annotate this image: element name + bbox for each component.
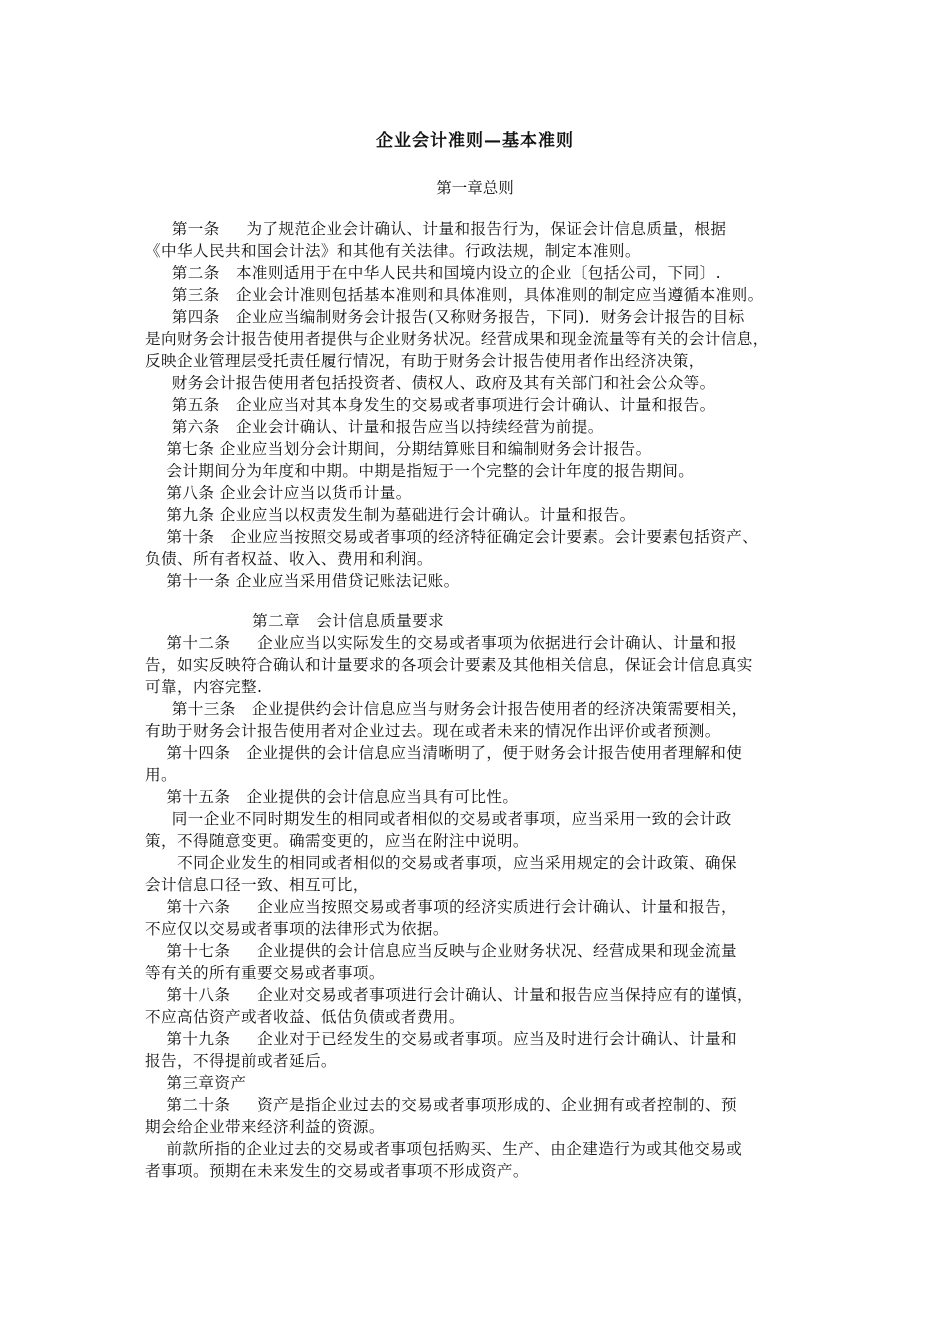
text-line: 第十九条 企业对于已经发生的交易或者事项。应当及时进行会计确认、计量和 — [145, 1030, 737, 1048]
text-line: 第二条 本准则适用于在中华人民共和国境内设立的企业〔包括公司，下同〕. — [145, 264, 722, 282]
text-line: 第十一条 企业应当采用借贷记账法记账。 — [145, 572, 460, 590]
text-line: 第三条 企业会计准则包括基本准则和具体准则，具体准则的制定应当遵循本准则。 — [145, 286, 764, 304]
chapter-heading: 第一章总则 — [436, 179, 514, 197]
text-line: 负债、所有者权益、收入、费用和利润。 — [145, 550, 433, 568]
text-line: 第六条 企业会计确认、计量和报告应当以持续经营为前提。 — [145, 418, 604, 436]
text-line: 告，如实反映符合确认和计量要求的各项会计要素及其他相关信息，保证会计信息真实 — [145, 656, 753, 674]
text-line: 有助于财务会计报告使用者对企业过去。现在或者未来的情况作出评价或者预测。 — [145, 722, 721, 740]
text-line: 第十三条 企业提供约会计信息应当与财务会计报告使用者的经济决策需要相关， — [145, 700, 748, 718]
text-line: 第十四条 企业提供的会计信息应当清晰明了，便于财务会计报告使用者理解和使 — [145, 744, 743, 762]
text-line: 会计信息口径一致、相互可比， — [145, 876, 369, 894]
text-line: 第十六条 企业应当按照交易或者事项的经济实质进行会计确认、计量和报告， — [145, 898, 737, 916]
text-line: 期会给企业带来经济利益的资源。 — [145, 1118, 385, 1136]
text-line: 等有关的所有重要交易或者事项。 — [145, 964, 385, 982]
text-line: 第二章 会计信息质量要求 — [145, 612, 445, 630]
text-line: 报告，不得提前或者延后。 — [145, 1052, 337, 1070]
text-line: 第十二条 企业应当以实际发生的交易或者事项为依据进行会计确认、计量和报 — [145, 634, 737, 652]
text-line: 反映企业管理层受托责任履行情况，有助于财务会计报告使用者作出经济决策， — [145, 352, 705, 370]
text-line: 策，不得随意变更。确需变更的，应当在附注中说明。 — [145, 832, 529, 850]
text-line: 第八条 企业会计应当以货币计量。 — [145, 484, 412, 502]
text-line: 第三章资产 — [145, 1074, 247, 1092]
text-line: 不应高估资产或者收益、低估负债或者费用。 — [145, 1008, 465, 1026]
text-line: 是向财务会计报告使用者提供与企业财务状况。经营成果和现金流量等有关的会计信息， — [145, 330, 769, 348]
text-line: 第四条 企业应当编制财务会计报告(又称财务报告，下同)．财务会计报告的目标 — [145, 308, 745, 326]
text-line: 第十五条 企业提供的会计信息应当具有可比性。 — [145, 788, 519, 806]
text-line: 第十七条 企业提供的会计信息应当反映与企业财务状况、经营成果和现金流量 — [145, 942, 737, 960]
text-line: 前款所指的企业过去的交易或者事项包括购买、生产、由企建造行为或其他交易或 — [145, 1140, 743, 1158]
text-line: 《中华人民共和国会计法》和其他有关法律。行政法规，制定本准则。 — [145, 242, 641, 260]
text-line: 第九条 企业应当以权责发生制为墓础进行会计确认。计量和报告。 — [145, 506, 636, 524]
text-line: 者事项。预期在未来发生的交易或者事项不形成资产。 — [145, 1162, 529, 1180]
text-line: 用。 — [145, 766, 177, 784]
text-line: 财务会计报告使用者包括投资者、债权人、政府及其有关部门和社会公众等。 — [145, 374, 716, 392]
text-line: 第十条 企业应当按照交易或者事项的经济特征确定会计要素。会计要素包括资产、 — [145, 528, 759, 546]
text-line: 第十八条 企业对交易或者事项进行会计确认、计量和报告应当保持应有的谨慎， — [145, 986, 753, 1004]
document-title: 企业会计准则—基本准则 — [376, 131, 574, 151]
text-line: 会计期间分为年度和中期。中期是指短于一个完整的会计年度的报告期间。 — [145, 462, 695, 480]
text-line: 第一条 为了规范企业会计确认、计量和报告行为，保证会计信息质量，根据 — [145, 220, 727, 238]
text-line: 同一企业不同时期发生的相同或者相似的交易或者事项，应当采用一致的会计政 — [145, 810, 732, 828]
text-line: 第五条 企业应当对其本身发生的交易或者事项进行会计确认、计量和报告。 — [145, 396, 716, 414]
text-line: 第七条 企业应当划分会计期间，分期结算账目和编制财务会计报告。 — [145, 440, 652, 458]
text-line: 第二十条 资产是指企业过去的交易或者事项形成的、企业拥有或者控制的、预 — [145, 1096, 737, 1114]
text-line: 不同企业发生的相同或者相似的交易或者事项，应当采用规定的会计政策、确保 — [145, 854, 737, 872]
text-line: 可靠，内容完整. — [145, 678, 263, 696]
text-line: 不应仅以交易或者事项的法律形式为依据。 — [145, 920, 449, 938]
